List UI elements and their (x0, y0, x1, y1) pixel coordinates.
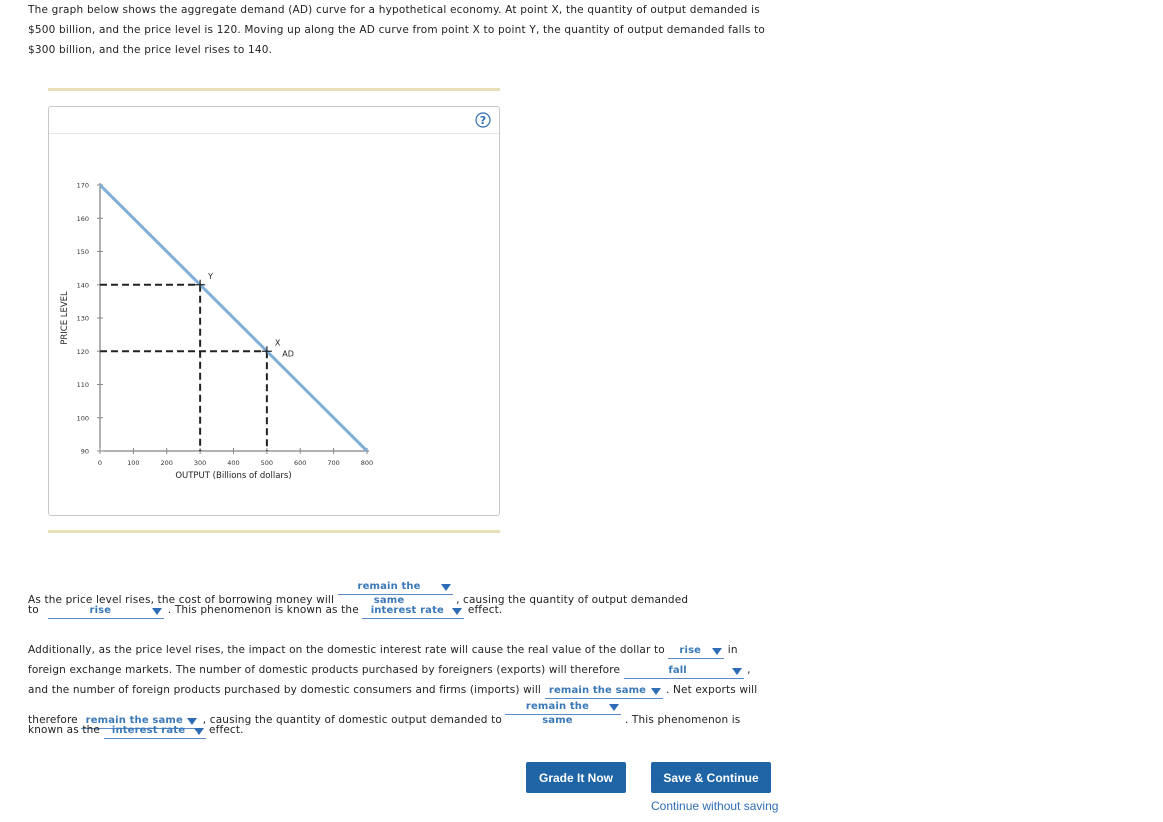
question-2-cont (28, 720, 244, 740)
dollar-value-dropdown[interactable] (668, 644, 724, 659)
dropdown-value: rise (679, 645, 702, 656)
intro-line: $300 billion, and the price level rises to 140. (28, 44, 273, 56)
dropdown-value: remain the same (357, 581, 421, 606)
y-tick-label: 90 (80, 447, 89, 456)
x-tick-label: 100 (127, 459, 140, 467)
chevron-down-icon (152, 608, 162, 615)
q2-text: . This phenomenon is (624, 714, 741, 726)
q2-text: in (727, 644, 738, 656)
ad-chart (49, 107, 499, 515)
q1-text: effect. (467, 604, 503, 616)
y-tick-label: 150 (76, 248, 89, 256)
chevron-down-icon (712, 648, 722, 655)
question-2-cont (28, 660, 751, 680)
x-axis-label: OUTPUT (Billions of dollars) (175, 471, 292, 481)
question-2 (28, 640, 738, 660)
chevron-down-icon (194, 728, 204, 735)
imports-dropdown[interactable] (545, 684, 663, 699)
dropdown-value: remain the same (548, 685, 647, 696)
continue-without-saving-link[interactable]: Continue without saving (651, 799, 779, 813)
x-tick-label: 300 (193, 459, 207, 467)
grade-it-now-button[interactable]: Grade It Now (526, 762, 626, 793)
y-tick-label: 170 (76, 181, 89, 190)
x-tick-label: 200 (160, 459, 173, 467)
chevron-down-icon (651, 688, 661, 695)
q2-text: . Net exports will (666, 684, 758, 696)
ad-curve (100, 185, 367, 451)
x-tick-label: 0 (97, 459, 103, 467)
domestic-output-dropdown[interactable] (505, 700, 621, 726)
dropdown-value: rise (89, 605, 112, 616)
q2-text: , causing the quantity of domestic output demanded to (202, 714, 502, 726)
dropdown-value: fall (668, 665, 687, 676)
dropdown-value: interest rate (111, 725, 186, 736)
graph-panel (48, 106, 500, 516)
q1-text: to (28, 604, 39, 616)
dropdown-value: remain the same (85, 715, 183, 726)
chevron-down-icon (609, 704, 619, 711)
q1-text: As the price level rises, the cost of borrowing money will (28, 594, 335, 606)
point-label-y: Y (208, 271, 214, 281)
y-tick-label: 130 (76, 314, 89, 323)
exports-dropdown[interactable] (624, 664, 744, 679)
chevron-down-icon (452, 608, 462, 615)
dropdown-value: interest rate (370, 605, 444, 616)
question-1-cont (28, 600, 502, 620)
q2-text: and the number of foreign products purchased by domestic consumers and firms (imports) will (28, 684, 542, 696)
y-tick-label: 120 (76, 347, 89, 356)
q2-text: foreign exchange markets. The number of domestic products purchased by foreigners (exports) will therefore (28, 664, 621, 676)
svg-text:?: ? (479, 114, 487, 127)
effect-name-dropdown-2[interactable] (104, 724, 206, 739)
q2-text: therefore (28, 714, 78, 726)
chevron-down-icon (441, 584, 451, 591)
y-tick-label: 110 (76, 381, 89, 389)
dropdown-value: remain the same (525, 701, 589, 726)
output-demanded-dropdown[interactable] (48, 604, 164, 619)
x-tick-label: 500 (260, 459, 274, 467)
x-tick-label: 800 (360, 459, 374, 467)
effect-name-dropdown-1[interactable] (362, 604, 464, 619)
y-tick-label: 140 (76, 281, 89, 290)
q1-text: . This phenomenon is known as the (167, 604, 359, 616)
chevron-down-icon (732, 668, 742, 675)
y-axis-label: PRICE LEVEL (60, 291, 70, 345)
y-tick-label: 160 (76, 214, 89, 223)
borrowing-cost-dropdown[interactable] (338, 580, 453, 606)
intro-line: The graph below shows the aggregate demand (AD) curve for a hypothetical economy. At point X, the quantity of output demanded is (28, 4, 760, 16)
save-continue-button[interactable]: Save & Continue (651, 762, 771, 793)
q2-text: , (747, 664, 751, 676)
intro-line: $500 billion, and the price level is 120. Moving up along the AD curve from point X to point Y, the quantity of output demanded falls to (28, 24, 766, 36)
y-tick-label: 100 (76, 414, 89, 423)
x-tick-label: 700 (327, 459, 340, 467)
x-tick-label: 400 (227, 459, 240, 467)
x-tick-label: 600 (294, 459, 307, 467)
q2-text: known as the (28, 724, 101, 736)
ad-curve-label: AD (282, 349, 294, 359)
divider (48, 530, 500, 533)
intro-text (28, 0, 798, 60)
q2-text: effect. (209, 724, 244, 736)
divider (48, 88, 500, 91)
question-2-cont (28, 680, 757, 700)
point-label-x: X (274, 338, 281, 348)
q1-text: , causing the quantity of output demanded (456, 594, 689, 606)
q2-text: Additionally, as the price level rises, the impact on the domestic interest rate will cause the real value of the dollar to (28, 644, 665, 656)
